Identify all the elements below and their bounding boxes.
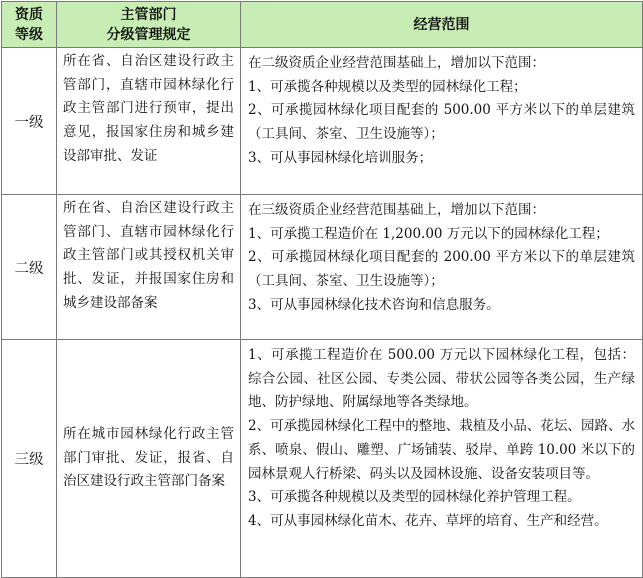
- table-row: [2, 48, 643, 195]
- qualification-table: [1, 1, 643, 578]
- scope-line: 3、可承揽各种规模以及类型的园林绿化养护管理工程。: [248, 489, 581, 506]
- header-level-line: 等级: [15, 26, 43, 43]
- approval-cell: 所在城市园林绿化行政主管部门审批、发证，报省、自治区建设行政主管部门备案: [57, 340, 241, 578]
- scope-cell: [241, 48, 643, 195]
- table-row: [2, 340, 643, 578]
- table-row: [2, 195, 643, 340]
- level-cell: 二级: [2, 195, 57, 340]
- scope-line: 1、可承揽各种规模以及类型的园林绿化工程；: [248, 78, 527, 95]
- header-scope: 经营范围: [241, 2, 643, 48]
- level-cell: 三级: [2, 340, 57, 578]
- scope-cell: [241, 340, 643, 578]
- header-approval-line: 主管部门: [120, 6, 177, 23]
- header-level-line: 资质: [15, 6, 43, 23]
- scope-line: 在二级资质企业经营范围基础上，增加以下范围：: [248, 55, 545, 71]
- scope-line: 3、可从事园林绿化培训服务；: [248, 149, 433, 166]
- header-approval: [57, 2, 241, 48]
- header-approval-line: 分级管理规定: [106, 26, 191, 43]
- scope-line: 在三级资质企业经营范围基础上，增加以下范围：: [248, 202, 545, 218]
- scope-line: 1、可承揽工程造价在 1,200.00 万元以下的园林绿化工程；: [248, 225, 609, 242]
- scope-cell: [241, 195, 643, 340]
- scope-line: 1、可承揽工程造价在 500.00 万元以下园林绿化工程，包括：综合公园、社区公园、专类公园、带状公园等各类公园，生产绿地、防护绿地、附属绿地等各类绿地。: [248, 347, 635, 411]
- scope-line: 2、可承揽园林绿化项目配套的 200.00 平方米以下的单层建筑（工具间、茶室、卫生设施等）；: [248, 249, 635, 290]
- table-header-row: [2, 2, 643, 48]
- approval-cell: 所在省、自治区建设行政主管部门、直辖市园林绿化行政主管部门或其授权机关审批、发证，并报国家住房和城乡建设部备案: [57, 195, 241, 340]
- level-cell: 一级: [2, 48, 57, 195]
- header-level: [2, 2, 57, 48]
- scope-line: 3、可从事园林绿化技术咨询和信息服务。: [248, 296, 500, 313]
- scope-line: 2、可承揽园林绿化项目配套的 500.00 平方米以下的单层建筑（工具间、茶室、卫生设施等）；: [248, 102, 635, 143]
- scope-line: 4、可从事园林绿化苗木、花卉、草坪的培育、生产和经营。: [248, 512, 608, 529]
- scope-line: 2、可承揽园林绿化工程中的整地、栽植及小品、花坛、园路、水系、喷泉、假山、雕塑、广场铺装、驳岸、单跨 10.00 米以下的园林景观人行桥梁、码头以及园林设施、设备安装项目等。: [248, 418, 635, 482]
- approval-cell: 所在省、自治区建设行政主管部门，直辖市园林绿化行政主管部门进行预审，提出意见，报国家住房和城乡建设部审批、发证: [57, 48, 241, 195]
